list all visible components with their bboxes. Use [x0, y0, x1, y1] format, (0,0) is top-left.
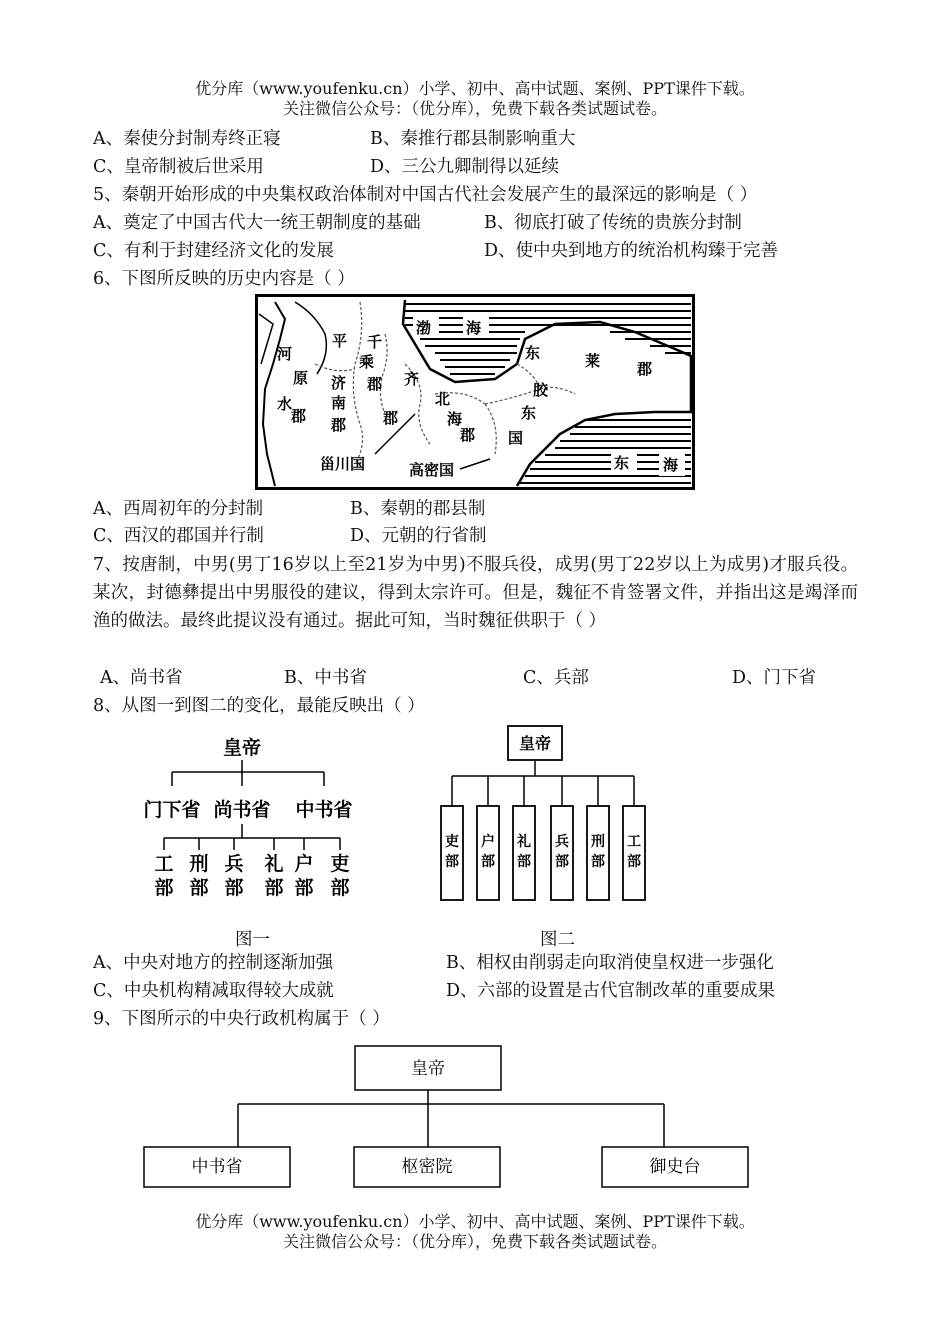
map-label-lai: 莱	[585, 352, 601, 370]
q5-stem: 5、秦朝开始形成的中央集权政治体制对中国古代社会发展产生的最深远的影响是（ ）	[93, 185, 758, 205]
figure-1-tree	[140, 728, 370, 918]
fig2-box-label-4: 刑部	[591, 834, 605, 870]
q6-stem: 6、下图所反映的历史内容是（ ）	[93, 269, 355, 289]
fig2-box-label-1: 户部	[481, 834, 495, 870]
map-label-he: 河	[277, 345, 293, 363]
map-label-dong2: 东	[521, 404, 537, 422]
header-line-1: 优分库（www.youfenku.cn）小学、初中、高中试题、案例、PPT课件下载。	[195, 79, 755, 98]
q4-option-a: A、秦使分封制寿终正寝	[93, 129, 281, 149]
q7-option-a: A、尚书省	[100, 668, 183, 688]
map-label-qian: 千	[367, 333, 383, 351]
q9-top: 皇帝	[411, 1059, 445, 1079]
header-line-2: 关注微信公众号：（优分库），免费下载各类试题试卷。	[282, 99, 667, 118]
fig1-top: 皇帝	[222, 737, 262, 759]
fig2-box-label-2: 礼部	[517, 834, 531, 870]
q8-option-b: B、相权由削弱走向取消使皇权进一步强化	[446, 953, 774, 973]
fig1-mid-2: 中书省	[295, 799, 353, 821]
map-label-guo: 国	[508, 429, 524, 447]
footer-line-2: 关注微信公众号：（优分库），免费下载各类试题试卷。	[282, 1232, 667, 1251]
q4-option-d: D、三公九卿制得以延续	[370, 157, 560, 177]
fig2-top: 皇帝	[518, 734, 552, 753]
fig2-box-4	[587, 776, 609, 900]
map-label-dong: 东	[525, 344, 541, 362]
q9-box-1: 枢密院	[401, 1157, 453, 1177]
map-label-bohai-2: 海	[466, 319, 482, 337]
q4-option-b: B、秦推行郡县制影响重大	[370, 129, 576, 149]
fig2-box-2	[513, 776, 535, 900]
map-label-jun-qc: 郡	[367, 375, 383, 393]
fig1-mid-0: 门下省	[143, 799, 201, 821]
map-label-donghai-1: 东	[614, 454, 630, 472]
q8-stem: 8、从图一到图二的变化，最能反映出（ ）	[93, 696, 425, 716]
q9-box-0: 中书省	[191, 1157, 243, 1177]
q6-option-c: C、西汉的郡国并行制	[93, 526, 264, 546]
fig1-bottom-1: 刑部	[189, 853, 209, 899]
map-label-jun-west: 郡	[291, 407, 307, 425]
map-label-jun-jn: 郡	[331, 416, 347, 434]
q6-option-a: A、西周初年的分封制	[93, 499, 264, 519]
fig1-bottom-3: 礼部	[264, 853, 284, 899]
q5-option-a: A、奠定了中国古代大一统王朝制度的基础	[93, 213, 421, 233]
q7-option-b: B、中书省	[284, 668, 367, 688]
map-label-qi: 齐	[404, 370, 420, 388]
map-label-zichuan: 甾川国	[320, 455, 366, 473]
map-label-jiao: 胶	[533, 381, 549, 399]
q6-option-b: B、秦朝的郡县制	[350, 499, 486, 519]
q9-chart	[140, 1044, 752, 1192]
fig2-box-1	[477, 776, 499, 900]
q9-box-2: 御史台	[649, 1157, 701, 1177]
map-label-cheng: 乘	[359, 353, 375, 371]
q5-option-c: C、有利于封建经济文化的发展	[93, 241, 334, 261]
q8-option-c: C、中央机构精减取得较大成就	[93, 981, 334, 1001]
q4-option-c: C、皇帝制被后世采用	[93, 157, 264, 177]
map-label-shui: 水	[277, 395, 293, 413]
fig2-box-label-3: 兵部	[555, 834, 569, 870]
fig2-caption: 图二	[540, 930, 575, 950]
fig2-box-label-5: 工部	[627, 834, 641, 870]
q7-option-c: C、兵部	[523, 668, 589, 688]
q7-stem: 7、按唐制，中男(男丁16岁以上至21岁为中男)不服兵役，成男(男丁22岁以上为成男)才服兵役。某次，封德彝提出中男服役的建议，得到太宗许可。但是，魏征不肯签署文件，并指出这是竭泽而渔的做法。最终此提议没有通过。据此可知，当时魏征供职于（ ）	[93, 555, 858, 631]
q9-stem: 9、下图所示的中央行政机构属于（ ）	[93, 1009, 390, 1029]
q8-option-d: D、六部的设置是古代官制改革的重要成果	[446, 981, 776, 1001]
map-label-jun-dl: 郡	[637, 360, 653, 378]
fig1-mid-1: 尚书省	[213, 799, 271, 821]
map-label-bohai-1: 渤	[416, 319, 432, 337]
map-label-bei: 北	[435, 390, 451, 408]
map-label-donghai-2: 海	[663, 456, 679, 474]
map-label-ji: 济	[331, 374, 347, 392]
figure-2-tree	[430, 722, 660, 907]
map-label-nan: 南	[331, 394, 347, 412]
map-label-hai: 海	[447, 410, 463, 428]
q7-option-d: D、门下省	[732, 668, 817, 688]
fig2-box-5	[623, 776, 645, 900]
q8-option-a: A、中央对地方的控制逐渐加强	[93, 953, 334, 973]
fig1-bottom-0: 工部	[154, 853, 174, 899]
fig1-bottom-4: 户部	[294, 853, 314, 899]
map-label-ping: 平	[332, 332, 348, 350]
map-label-gaomi: 高密国	[409, 461, 455, 479]
footer-line-1: 优分库（www.youfenku.cn）小学、初中、高中试题、案例、PPT课件下载。	[195, 1212, 755, 1231]
map-label-jun-qi: 郡	[383, 409, 399, 427]
fig2-box-0	[441, 776, 463, 900]
fig1-caption: 图一	[235, 930, 270, 950]
map-label-jun-bh: 郡	[460, 426, 476, 444]
western-han-map	[255, 294, 695, 490]
fig2-box-3	[551, 776, 573, 900]
q6-option-d: D、元朝的行省制	[350, 526, 487, 546]
q5-option-d: D、使中央到地方的统治机构臻于完善	[484, 241, 779, 261]
q5-option-b: B、彻底打破了传统的贵族分封制	[484, 213, 742, 233]
map-label-yuan: 原	[293, 369, 309, 387]
fig2-box-label-0: 吏部	[445, 834, 459, 870]
fig1-bottom-5: 吏部	[330, 853, 350, 899]
fig1-bottom-2: 兵部	[224, 853, 244, 899]
